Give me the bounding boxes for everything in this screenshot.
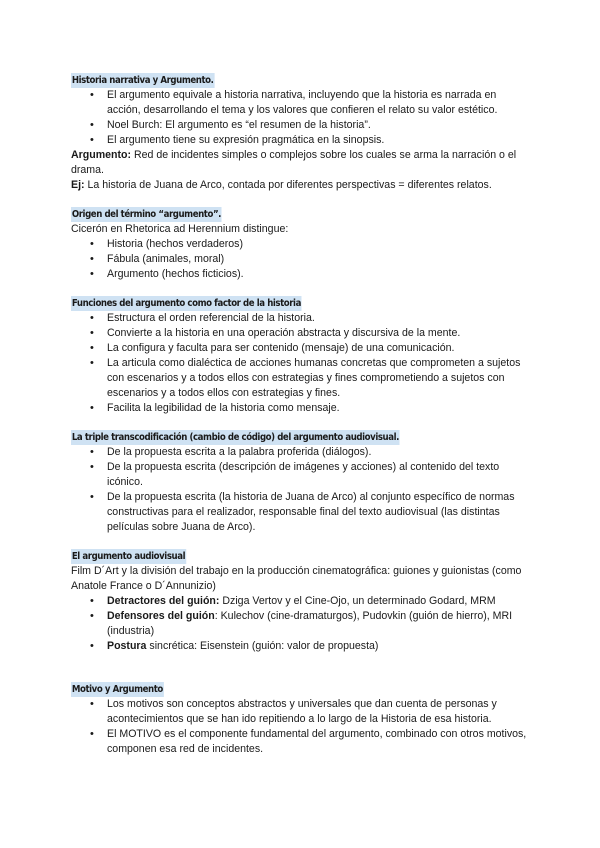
section-funciones-argumento	[71, 296, 531, 416]
bullet-list	[71, 445, 531, 535]
example-paragraph	[71, 178, 531, 193]
definition-text: Red de incidentes simples o complejos sobre los cuales se arma la narración o el drama.	[71, 149, 517, 176]
section-heading: Funciones del argumento como factor de la historia	[71, 298, 301, 309]
bullet-list	[71, 237, 531, 282]
bullet-list	[71, 697, 531, 757]
list-item	[107, 609, 531, 639]
section-argumento-audiovisual	[71, 549, 531, 654]
list-item: • Facilita la legibilidad de la historia como mensaje.	[107, 401, 531, 416]
intro-paragraph: Film D´Art y la división del trabajo en la producción cinematográfica: guiones y guionistas (como Anatole France o D´Annunizio)	[71, 565, 522, 592]
example-text: La historia de Juana de Arco, contada por diferentes perspectivas = diferentes relatos.	[84, 179, 492, 191]
list-item: • Fábula (animales, moral)	[107, 252, 531, 267]
list-item: • Noel Burch: El argumento es “el resumen de la historia”.	[107, 118, 531, 133]
section-heading: Motivo y Argumento	[71, 684, 163, 695]
section-heading: La triple transcodificación (cambio de código) del argumento audiovisual.	[71, 432, 399, 443]
list-item: • Los motivos son conceptos abstractos y universales que dan cuenta de personas y acontecimientos que se han ido repitiendo a lo largo de la Historia de esa historia.	[107, 697, 531, 727]
list-item: • El argumento equivale a historia narrativa, incluyendo que la historia es narrada en acción, desarrollando el tema y los valores que confieren el relato su valor estético.	[107, 88, 531, 118]
list-item: • De la propuesta escrita (descripción de imágenes y acciones) al contenido del texto icónico.	[107, 460, 531, 490]
item-label: Defensores del guión	[107, 610, 215, 622]
section-origen-termino	[71, 207, 531, 282]
definition-label: Argumento:	[71, 149, 132, 161]
item-label: Detractores del guión:	[107, 595, 220, 607]
list-item: • La articula como dialéctica de acciones humanas concretas que comprometen a sujetos con escenarios y a todos ellos con estrategias y fines comprometiendo a sujetos con escenarios y a todos ellos con estrategias y fines.	[107, 356, 531, 401]
section-triple-transcodificacion	[71, 430, 531, 535]
list-item	[107, 639, 531, 654]
section-motivo-argumento	[71, 682, 531, 757]
section-historia-narrativa	[71, 73, 531, 193]
definition-paragraph	[71, 148, 531, 178]
list-item: • La configura y faculta para ser contenido (mensaje) de una comunicación.	[107, 341, 531, 356]
bullet-list	[71, 594, 531, 654]
example-label: Ej:	[71, 179, 85, 191]
list-item: • Historia (hechos verdaderos)	[107, 237, 531, 252]
list-item: • Convierte a la historia en una operación abstracta y discursiva de la mente.	[107, 326, 531, 341]
list-item: • De la propuesta escrita (la historia de Juana de Arco) al conjunto específico de normas constructivas para el realizador, responsable final del texto audiovisual (las distintas películas sobre Juana de Arco).	[107, 490, 531, 535]
bullet-list	[71, 311, 531, 416]
intro-paragraph: Cicerón en Rhetorica ad Herennium distingue:	[71, 223, 289, 235]
item-label: Postura	[107, 640, 147, 652]
section-heading: Historia narrativa y Argumento.	[71, 75, 214, 86]
section-heading: Origen del término “argumento”.	[71, 209, 222, 220]
list-item: • Argumento (hechos ficticios).	[107, 267, 531, 282]
item-text: Dziga Vertov y el Cine-Ojo, un determinado Godard, MRM	[219, 595, 496, 607]
list-item: • Estructura el orden referencial de la historia.	[107, 311, 531, 326]
section-heading: El argumento audiovisual	[71, 551, 186, 562]
item-text: sincrética: Eisenstein (guión: valor de propuesta)	[146, 640, 379, 652]
document-content	[71, 73, 531, 757]
list-item: • De la propuesta escrita a la palabra proferida (diálogos).	[107, 445, 531, 460]
list-item: • El MOTIVO es el componente fundamental del argumento, combinado con otros motivos, componen esa red de incidentes.	[107, 727, 531, 757]
list-item	[107, 594, 531, 609]
list-item: • El argumento tiene su expresión pragmática en la sinopsis.	[107, 133, 531, 148]
bullet-list	[71, 88, 531, 148]
item-text: : Kulechov (cine-dramaturgos), Pudovkin (guión de hierro), MRI (industria)	[107, 610, 513, 637]
